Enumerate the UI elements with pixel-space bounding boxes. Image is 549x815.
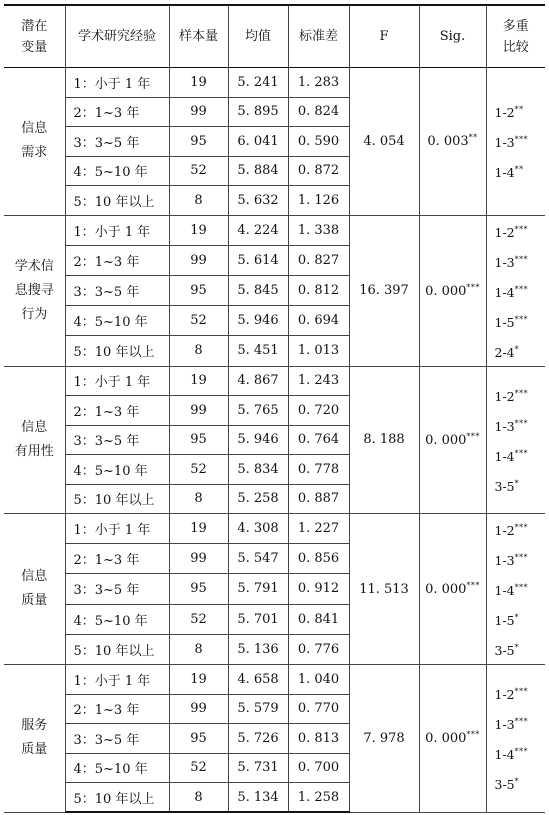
experience-cell: 3：3~5 年	[65, 127, 169, 157]
sample-size-cell: 99	[169, 396, 228, 426]
mean-cell: 5. 136	[228, 634, 288, 664]
experience-cell: 4：5~10 年	[65, 455, 169, 485]
std-dev-cell: 0. 813	[288, 724, 349, 754]
experience-cell: 3：3~5 年	[65, 425, 169, 455]
sample-size-cell: 52	[169, 753, 228, 783]
comparison-item: 1-4***	[494, 583, 529, 598]
comparison-item: 3-5*	[494, 478, 520, 494]
header-experience: 学术研究经验	[65, 5, 169, 68]
multiple-comparison-cell	[486, 514, 545, 665]
table-row	[4, 366, 545, 396]
mean-cell: 5. 946	[228, 306, 288, 336]
sample-size-cell: 52	[169, 455, 228, 485]
std-dev-cell: 0. 700	[288, 753, 349, 783]
comparison-item: 1-3***	[494, 717, 529, 733]
mean-cell: 5. 579	[228, 694, 288, 724]
experience-cell: 4：5~10 年	[65, 156, 169, 186]
std-dev-cell: 1. 126	[288, 186, 349, 216]
std-dev-cell: 1. 013	[288, 336, 349, 366]
experience-cell: 1：小于 1 年	[65, 215, 169, 245]
header-mean: 均值	[228, 5, 288, 68]
experience-cell: 4：5~10 年	[65, 753, 169, 783]
std-dev-cell: 0. 912	[288, 574, 349, 604]
header-sample-size: 样本量	[169, 5, 228, 68]
mean-cell: 4. 308	[228, 514, 288, 544]
sample-size-cell: 19	[169, 366, 228, 396]
sig-stars: ***	[466, 431, 480, 441]
mean-cell: 5. 731	[228, 753, 288, 783]
sample-size-cell: 19	[169, 215, 228, 245]
multiple-comparison-cell	[486, 366, 545, 514]
sig-cell: 0. 003**	[419, 68, 486, 216]
mean-cell: 5. 701	[228, 604, 288, 634]
sig-cell: 0. 000***	[419, 514, 486, 665]
sig-cell: 0. 000***	[419, 215, 486, 366]
mean-cell: 5. 547	[228, 544, 288, 574]
mean-cell: 5. 845	[228, 275, 288, 305]
experience-cell: 5：10 年以上	[65, 484, 169, 514]
mean-cell: 5. 258	[228, 484, 288, 514]
sample-size-cell: 8	[169, 783, 228, 813]
multiple-comparison-cell	[486, 68, 545, 216]
mean-cell: 5. 134	[228, 783, 288, 813]
comparison-item: 1-2***	[494, 224, 529, 240]
sample-size-cell: 99	[169, 694, 228, 724]
std-dev-cell: 0. 764	[288, 425, 349, 455]
experience-cell: 1：小于 1 年	[65, 366, 169, 396]
mean-cell: 5. 241	[228, 68, 288, 98]
experience-cell: 2：1~3 年	[65, 97, 169, 127]
std-dev-cell: 1. 040	[288, 665, 349, 695]
experience-cell: 2：1~3 年	[65, 245, 169, 275]
experience-cell: 3：3~5 年	[65, 724, 169, 754]
multiple-comparison-cell	[486, 215, 545, 366]
std-dev-cell: 1. 283	[288, 68, 349, 98]
comparison-item: 1-2***	[494, 687, 529, 703]
sig-stars: ***	[466, 730, 480, 740]
table-body	[4, 68, 545, 813]
comparison-item: 1-2***	[494, 523, 529, 538]
experience-cell: 4：5~10 年	[65, 604, 169, 634]
latent-variable-cell: 学术信 息搜寻 行为	[4, 215, 65, 366]
std-dev-cell: 1. 258	[288, 783, 349, 813]
sample-size-cell: 8	[169, 634, 228, 664]
sample-size-cell: 52	[169, 604, 228, 634]
f-value-cell: 7. 978	[349, 665, 419, 813]
experience-cell: 1：小于 1 年	[65, 665, 169, 695]
sample-size-cell: 99	[169, 544, 228, 574]
sample-size-cell: 95	[169, 425, 228, 455]
comparison-item: 1-3***	[494, 553, 529, 568]
comparison-item: 1-5***	[494, 314, 529, 330]
sample-size-cell: 95	[169, 724, 228, 754]
sample-size-cell: 8	[169, 336, 228, 366]
mean-cell: 5. 895	[228, 97, 288, 127]
comparison-item: 1-3***	[494, 418, 529, 434]
experience-cell: 5：10 年以上	[65, 634, 169, 664]
comparison-item: 3-5*	[494, 777, 520, 793]
header-sig: Sig.	[419, 5, 486, 68]
table-row	[4, 68, 545, 98]
comparison-item: 1-5*	[494, 613, 520, 628]
table-row	[4, 665, 545, 695]
latent-variable-cell: 信息 需求	[4, 68, 65, 216]
experience-cell: 5：10 年以上	[65, 186, 169, 216]
mean-cell: 5. 726	[228, 724, 288, 754]
comparison-item: 1-4***	[494, 747, 529, 763]
comparison-item: 1-4***	[494, 448, 529, 464]
header-std-dev: 标准差	[288, 5, 349, 68]
experience-cell: 3：3~5 年	[65, 574, 169, 604]
header-latent-variable: 潜在 变量	[4, 5, 65, 68]
experience-cell: 5：10 年以上	[65, 783, 169, 813]
experience-cell: 2：1~3 年	[65, 544, 169, 574]
multiple-comparison-cell	[486, 665, 545, 813]
mean-cell: 5. 614	[228, 245, 288, 275]
std-dev-cell: 0. 778	[288, 455, 349, 485]
experience-cell: 1：小于 1 年	[65, 514, 169, 544]
f-value-cell: 11. 513	[349, 514, 419, 665]
comparison-item: 2-4*	[494, 344, 520, 360]
std-dev-cell: 0. 694	[288, 306, 349, 336]
comparison-item: 1-3***	[494, 254, 529, 270]
sig-stars: ***	[466, 282, 480, 292]
mean-cell: 5. 834	[228, 455, 288, 485]
std-dev-cell: 0. 590	[288, 127, 349, 157]
mean-cell: 4. 224	[228, 215, 288, 245]
std-dev-cell: 1. 227	[288, 514, 349, 544]
experience-cell: 5：10 年以上	[65, 336, 169, 366]
sample-size-cell: 8	[169, 186, 228, 216]
sample-size-cell: 99	[169, 97, 228, 127]
mean-cell: 5. 791	[228, 574, 288, 604]
std-dev-cell: 0. 887	[288, 484, 349, 514]
std-dev-cell: 1. 243	[288, 366, 349, 396]
anova-table	[4, 4, 545, 813]
f-value-cell: 4. 054	[349, 68, 419, 216]
std-dev-cell: 1. 338	[288, 215, 349, 245]
sample-size-cell: 19	[169, 514, 228, 544]
std-dev-cell: 0. 841	[288, 604, 349, 634]
mean-cell: 5. 946	[228, 425, 288, 455]
std-dev-cell: 0. 720	[288, 396, 349, 426]
comparison-item: 1-2**	[494, 105, 524, 121]
sample-size-cell: 19	[169, 68, 228, 98]
mean-cell: 4. 867	[228, 366, 288, 396]
std-dev-cell: 0. 856	[288, 544, 349, 574]
mean-cell: 5. 884	[228, 156, 288, 186]
sig-cell: 0. 000***	[419, 366, 486, 514]
experience-cell: 2：1~3 年	[65, 694, 169, 724]
experience-cell: 2：1~3 年	[65, 396, 169, 426]
experience-cell: 3：3~5 年	[65, 275, 169, 305]
comparison-item: 3-5*	[494, 643, 520, 658]
sample-size-cell: 95	[169, 574, 228, 604]
std-dev-cell: 0. 827	[288, 245, 349, 275]
sig-stars: **	[468, 133, 478, 143]
sample-size-cell: 99	[169, 245, 228, 275]
sample-size-cell: 52	[169, 306, 228, 336]
sample-size-cell: 52	[169, 156, 228, 186]
std-dev-cell: 0. 812	[288, 275, 349, 305]
experience-cell: 1：小于 1 年	[65, 68, 169, 98]
std-dev-cell: 0. 770	[288, 694, 349, 724]
mean-cell: 5. 451	[228, 336, 288, 366]
sig-cell: 0. 000***	[419, 665, 486, 813]
table-row	[4, 514, 545, 544]
mean-cell: 4. 658	[228, 665, 288, 695]
table-row	[4, 215, 545, 245]
comparison-item: 1-2***	[494, 388, 529, 404]
comparison-item: 1-4***	[494, 284, 529, 300]
sample-size-cell: 19	[169, 665, 228, 695]
header-f: F	[349, 5, 419, 68]
std-dev-cell: 0. 776	[288, 634, 349, 664]
mean-cell: 5. 765	[228, 396, 288, 426]
latent-variable-cell: 信息 有用性	[4, 366, 65, 514]
std-dev-cell: 0. 824	[288, 97, 349, 127]
header-row	[4, 5, 545, 68]
sample-size-cell: 95	[169, 275, 228, 305]
mean-cell: 6. 041	[228, 127, 288, 157]
f-value-cell: 16. 397	[349, 215, 419, 366]
comparison-item: 1-4**	[494, 165, 524, 181]
sample-size-cell: 8	[169, 484, 228, 514]
latent-variable-cell: 信息 质量	[4, 514, 65, 665]
sig-stars: ***	[466, 581, 480, 590]
sample-size-cell: 95	[169, 127, 228, 157]
mean-cell: 5. 632	[228, 186, 288, 216]
experience-cell: 4：5~10 年	[65, 306, 169, 336]
std-dev-cell: 0. 872	[288, 156, 349, 186]
f-value-cell: 8. 188	[349, 366, 419, 514]
comparison-item: 1-3***	[494, 135, 529, 151]
header-multiple-comparison: 多重 比较	[486, 5, 545, 68]
latent-variable-cell: 服务 质量	[4, 665, 65, 813]
